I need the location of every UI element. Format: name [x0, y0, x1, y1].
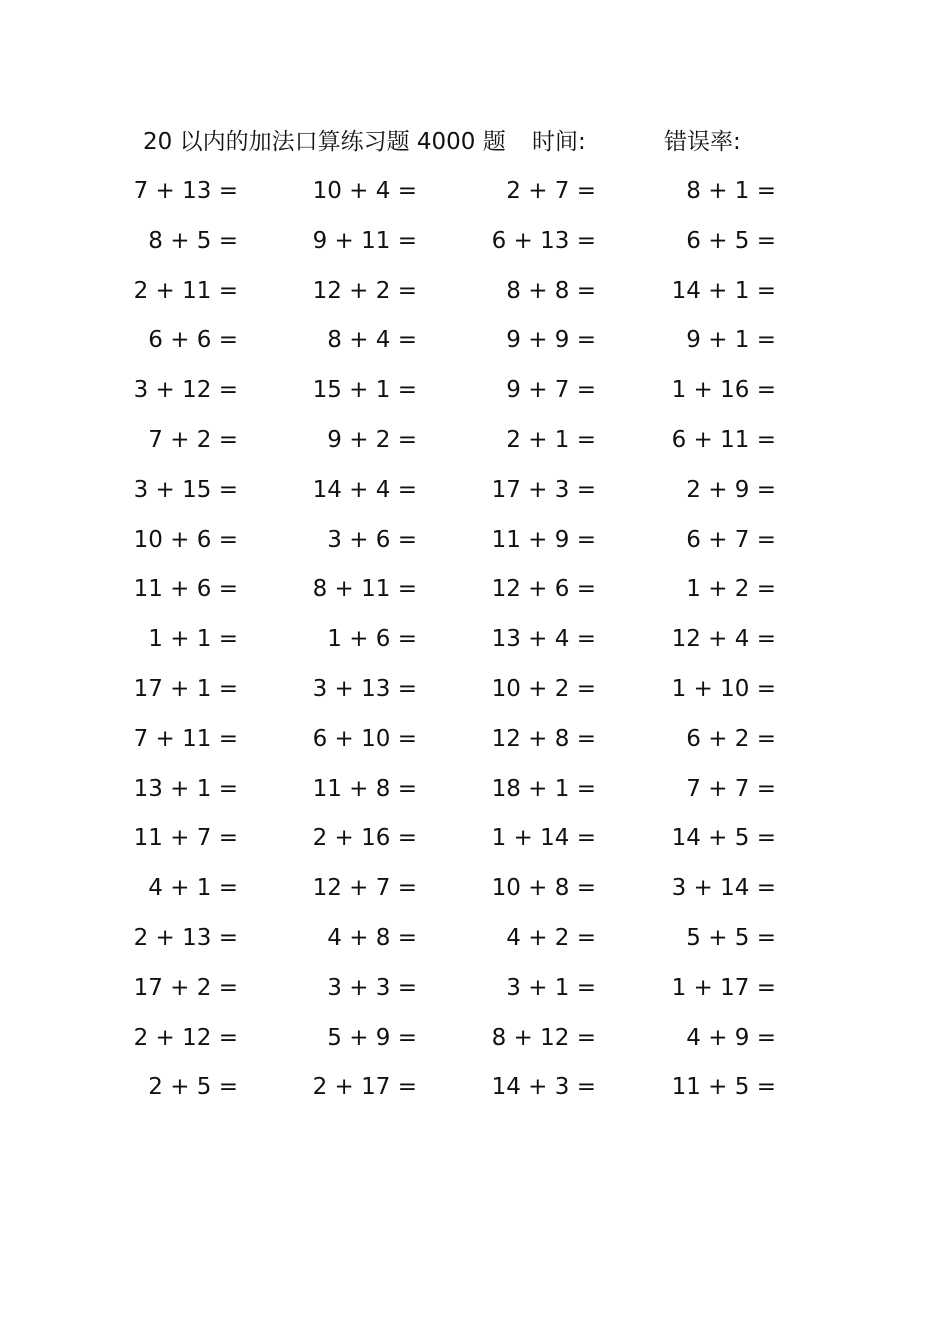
addition-problem: 3 + 3 = — [327, 974, 417, 1001]
addition-problem: 3 + 13 = — [312, 675, 417, 702]
problem-row — [0, 272, 950, 322]
problem-row — [0, 521, 950, 571]
addition-problem: 14 + 5 = — [671, 825, 776, 852]
addition-problem: 11 + 7 = — [133, 825, 238, 852]
addition-problem: 6 + 10 = — [312, 725, 417, 752]
problem-row — [0, 670, 950, 720]
addition-problem: 15 + 1 = — [312, 377, 417, 404]
addition-problem: 9 + 11 = — [312, 227, 417, 254]
addition-problem: 5 + 9 = — [327, 1024, 417, 1051]
error-rate-label: 错误率: — [664, 129, 741, 155]
addition-problem: 12 + 2 = — [312, 277, 417, 304]
problem-row — [0, 869, 950, 919]
addition-problem: 4 + 8 = — [327, 924, 417, 951]
addition-problem: 12 + 6 = — [491, 576, 596, 603]
addition-problem: 6 + 7 = — [686, 526, 776, 553]
addition-problem: 5 + 5 = — [686, 924, 776, 951]
addition-problem: 2 + 7 = — [506, 178, 596, 204]
addition-problem: 10 + 4 = — [312, 178, 417, 204]
problem-row — [0, 570, 950, 620]
worksheet-header — [0, 124, 950, 160]
addition-problem: 4 + 9 = — [686, 1024, 776, 1051]
problem-row — [0, 819, 950, 869]
addition-problem: 3 + 1 = — [506, 974, 596, 1001]
addition-problem: 8 + 4 = — [327, 327, 417, 354]
problem-row — [0, 222, 950, 272]
addition-problem: 3 + 6 = — [327, 526, 417, 553]
addition-problem: 13 + 1 = — [133, 775, 238, 802]
addition-problem: 12 + 4 = — [671, 626, 776, 653]
addition-problem: 1 + 16 = — [671, 377, 776, 404]
addition-problem: 17 + 2 = — [133, 974, 238, 1001]
addition-problem: 3 + 15 = — [133, 476, 238, 503]
addition-problem: 14 + 1 = — [671, 277, 776, 304]
addition-problem: 8 + 5 = — [148, 227, 238, 254]
problem-grid — [0, 172, 950, 1118]
addition-problem: 12 + 7 = — [312, 875, 417, 902]
addition-problem: 2 + 11 = — [133, 277, 238, 304]
problem-row — [0, 172, 950, 222]
worksheet-title: 20 以内的加法口算练习题 4000 题 — [143, 129, 506, 155]
problem-row — [0, 770, 950, 820]
addition-problem: 10 + 6 = — [133, 526, 238, 553]
addition-problem: 11 + 5 = — [671, 1074, 776, 1101]
addition-problem: 1 + 6 = — [327, 626, 417, 653]
addition-problem: 12 + 8 = — [491, 725, 596, 752]
addition-problem: 17 + 1 = — [133, 675, 238, 702]
addition-problem: 10 + 8 = — [491, 875, 596, 902]
addition-problem: 2 + 5 = — [148, 1074, 238, 1101]
addition-problem: 2 + 17 = — [312, 1074, 417, 1101]
problem-row — [0, 919, 950, 969]
addition-problem: 4 + 1 = — [148, 875, 238, 902]
addition-problem: 8 + 12 = — [491, 1024, 596, 1051]
addition-problem: 2 + 13 = — [133, 924, 238, 951]
problem-row — [0, 720, 950, 770]
addition-problem: 6 + 6 = — [148, 327, 238, 354]
problem-row — [0, 1068, 950, 1118]
addition-problem: 6 + 2 = — [686, 725, 776, 752]
addition-problem: 1 + 10 = — [671, 675, 776, 702]
addition-problem: 8 + 8 = — [506, 277, 596, 304]
addition-problem: 7 + 11 = — [133, 725, 238, 752]
addition-problem: 17 + 3 = — [491, 476, 596, 503]
addition-problem: 9 + 2 = — [327, 426, 417, 453]
addition-problem: 18 + 1 = — [491, 775, 596, 802]
addition-problem: 2 + 12 = — [133, 1024, 238, 1051]
time-label: 时间: — [532, 129, 586, 155]
addition-problem: 6 + 13 = — [491, 227, 596, 254]
addition-problem: 2 + 16 = — [312, 825, 417, 852]
addition-problem: 4 + 2 = — [506, 924, 596, 951]
addition-problem: 9 + 1 = — [686, 327, 776, 354]
addition-problem: 7 + 7 = — [686, 775, 776, 802]
addition-problem: 11 + 8 = — [312, 775, 417, 802]
addition-problem: 3 + 12 = — [133, 377, 238, 404]
problem-row — [0, 969, 950, 1019]
addition-problem: 6 + 5 = — [686, 227, 776, 254]
addition-problem: 1 + 17 = — [671, 974, 776, 1001]
addition-problem: 8 + 11 = — [312, 576, 417, 603]
problem-row — [0, 620, 950, 670]
problem-row — [0, 371, 950, 421]
addition-problem: 2 + 1 = — [506, 426, 596, 453]
addition-problem: 14 + 4 = — [312, 476, 417, 503]
problem-row — [0, 421, 950, 471]
addition-problem: 11 + 9 = — [491, 526, 596, 553]
addition-problem: 9 + 9 = — [506, 327, 596, 354]
addition-problem: 3 + 14 = — [671, 875, 776, 902]
addition-problem: 11 + 6 = — [133, 576, 238, 603]
addition-problem: 14 + 3 = — [491, 1074, 596, 1101]
addition-problem: 2 + 9 = — [686, 476, 776, 503]
addition-problem: 6 + 11 = — [671, 426, 776, 453]
addition-problem: 8 + 1 = — [686, 178, 776, 204]
addition-problem: 13 + 4 = — [491, 626, 596, 653]
addition-problem: 7 + 13 = — [133, 178, 238, 204]
addition-problem: 7 + 2 = — [148, 426, 238, 453]
problem-row — [0, 321, 950, 371]
addition-problem: 9 + 7 = — [506, 377, 596, 404]
addition-problem: 10 + 2 = — [491, 675, 596, 702]
addition-problem: 1 + 2 = — [686, 576, 776, 603]
problem-row — [0, 1019, 950, 1069]
problem-row — [0, 471, 950, 521]
addition-problem: 1 + 14 = — [491, 825, 596, 852]
addition-problem: 1 + 1 = — [148, 626, 238, 653]
